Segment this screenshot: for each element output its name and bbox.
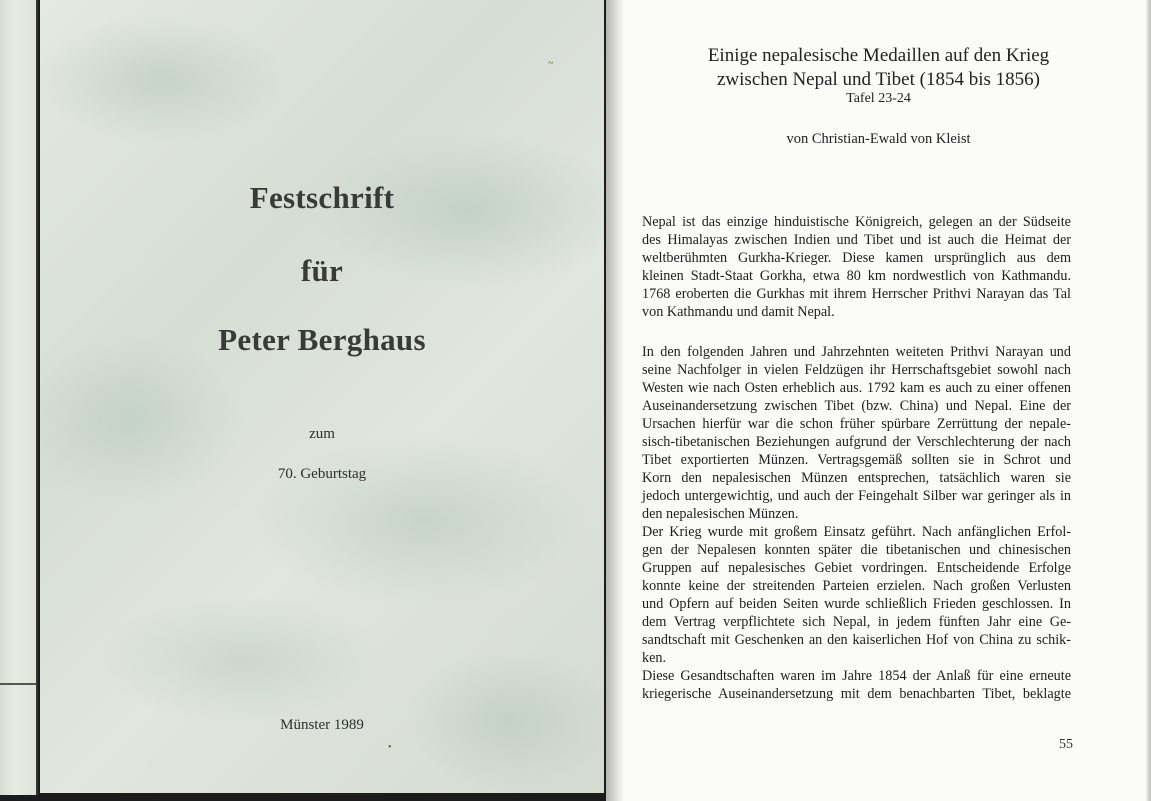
page-gutter-shadow: [606, 0, 624, 801]
cover-occasion-line-1: zum: [309, 426, 335, 442]
cover-title-line-3: Peter Berghaus: [218, 322, 426, 357]
text-line: 1768 eroberten die Gurkhas mit ihrem Herrscher Prithvi Narayan das Tal: [642, 286, 1071, 302]
cover-title-line-1: Festschrift: [249, 180, 395, 215]
plates-reference: Tafel 23-24: [846, 91, 911, 106]
article-author: von Christian-Ewald von Kleist: [786, 131, 971, 147]
cover-speck: ~: [548, 58, 554, 69]
text-line: Korn den nepalesischen Münzen entsprechen, tatsächlich waren sie: [642, 470, 1071, 486]
text-line: In den folgenden Jahren und Jahrzehnten weiteten Prithvi Narayan und: [642, 344, 1071, 360]
text-line: Nepal ist das einzige hinduistische Königreich, gelegen an der Südseite: [642, 214, 1071, 230]
article-title-line-1: Einige nepalesische Medaillen auf den Krieg: [707, 45, 1050, 66]
text-line: Ursachen hierfür war die schon früher spürbare Zerrüttung der nepale-: [642, 416, 1071, 432]
spine-divider: [0, 683, 36, 685]
page-number: 55: [1059, 737, 1073, 752]
article-title-line-2: zwischen Nepal und Tibet (1854 bis 1856): [717, 69, 1040, 90]
text-line: gen der Nepalesen konnten später die tibetanischen und chinesischen: [642, 542, 1071, 558]
text-line: den nepalesischen Münzen.: [642, 506, 799, 522]
text-line: von Kathmandu und damit Nepal.: [642, 304, 835, 320]
cover-occasion-line-2: 70. Geburtstag: [277, 466, 367, 482]
text-line: Diese Gesandtschaften waren im Jahre 1854 der Anlaß für eine erneute: [642, 668, 1071, 684]
book-cover: [40, 0, 604, 793]
text-line: jedoch untergewichtig, und auch der Feingehalt Silber war geringer als in: [642, 488, 1071, 504]
cover-speck: •: [388, 742, 392, 753]
text-line: sisch-tibetanischen Beziehungen aufgrund der Verschlechterung der nach: [642, 434, 1071, 450]
page-edge-shadow: [1145, 0, 1151, 801]
text-line: kriegerische Auseinandersetzung mit dem benachbarten Tibet, beklagte: [642, 686, 1071, 702]
text-line: dem Vertrag verpflichtete sich Nepal, in jedem fünften Jahr eine Ge-: [642, 614, 1071, 630]
text-line: seine Nachfolger in vielen Feldzügen ihr Herrschaftsgebiet sowohl nach: [642, 362, 1071, 378]
text-line: weltberühmten Gurkha-Krieger. Diese kamen ursprünglich aus dem: [642, 250, 1071, 266]
cover-place-year: Münster 1989: [280, 717, 364, 733]
text-line: Gruppen auf nepalesisches Gebiet vordringen. Entscheidende Erfolge: [642, 560, 1071, 576]
text-line: und Opfern auf beiden Seiten wurde schließlich Frieden geschlossen. In: [642, 596, 1071, 612]
back-book-spine: [0, 0, 38, 795]
text-line: Der Krieg wurde mit großem Einsatz geführt. Nach anfänglichen Erfol-: [642, 524, 1071, 540]
article-page: [606, 0, 1151, 801]
cover-title-line-2: für: [300, 253, 344, 288]
text-line: ken.: [642, 650, 667, 666]
text-line: sandtschaft mit Geschenken an den kaiserlichen Hof von China zu schik-: [642, 632, 1071, 648]
text-line: Westen wie nach Osten erheblich aus. 1792 kam es auch zu einer offenen: [642, 380, 1071, 396]
text-line: Tibet exportierten Münzen. Vertragsgemäß sollten sie in Schrot und: [642, 452, 1071, 468]
text-line: konnte keine der streitenden Parteien erzielen. Nach großen Verlusten: [642, 578, 1071, 594]
text-line: des Himalayas zwischen Indien und Tibet und ist auch die Heimat der: [642, 232, 1071, 248]
text-line: kleinen Stadt-Staat Gorkha, etwa 80 km nordwestlich von Kathmandu.: [642, 268, 1071, 284]
text-line: Auseinandersetzung zwischen Tibet (bzw. China) und Nepal. Eine der: [642, 398, 1071, 414]
